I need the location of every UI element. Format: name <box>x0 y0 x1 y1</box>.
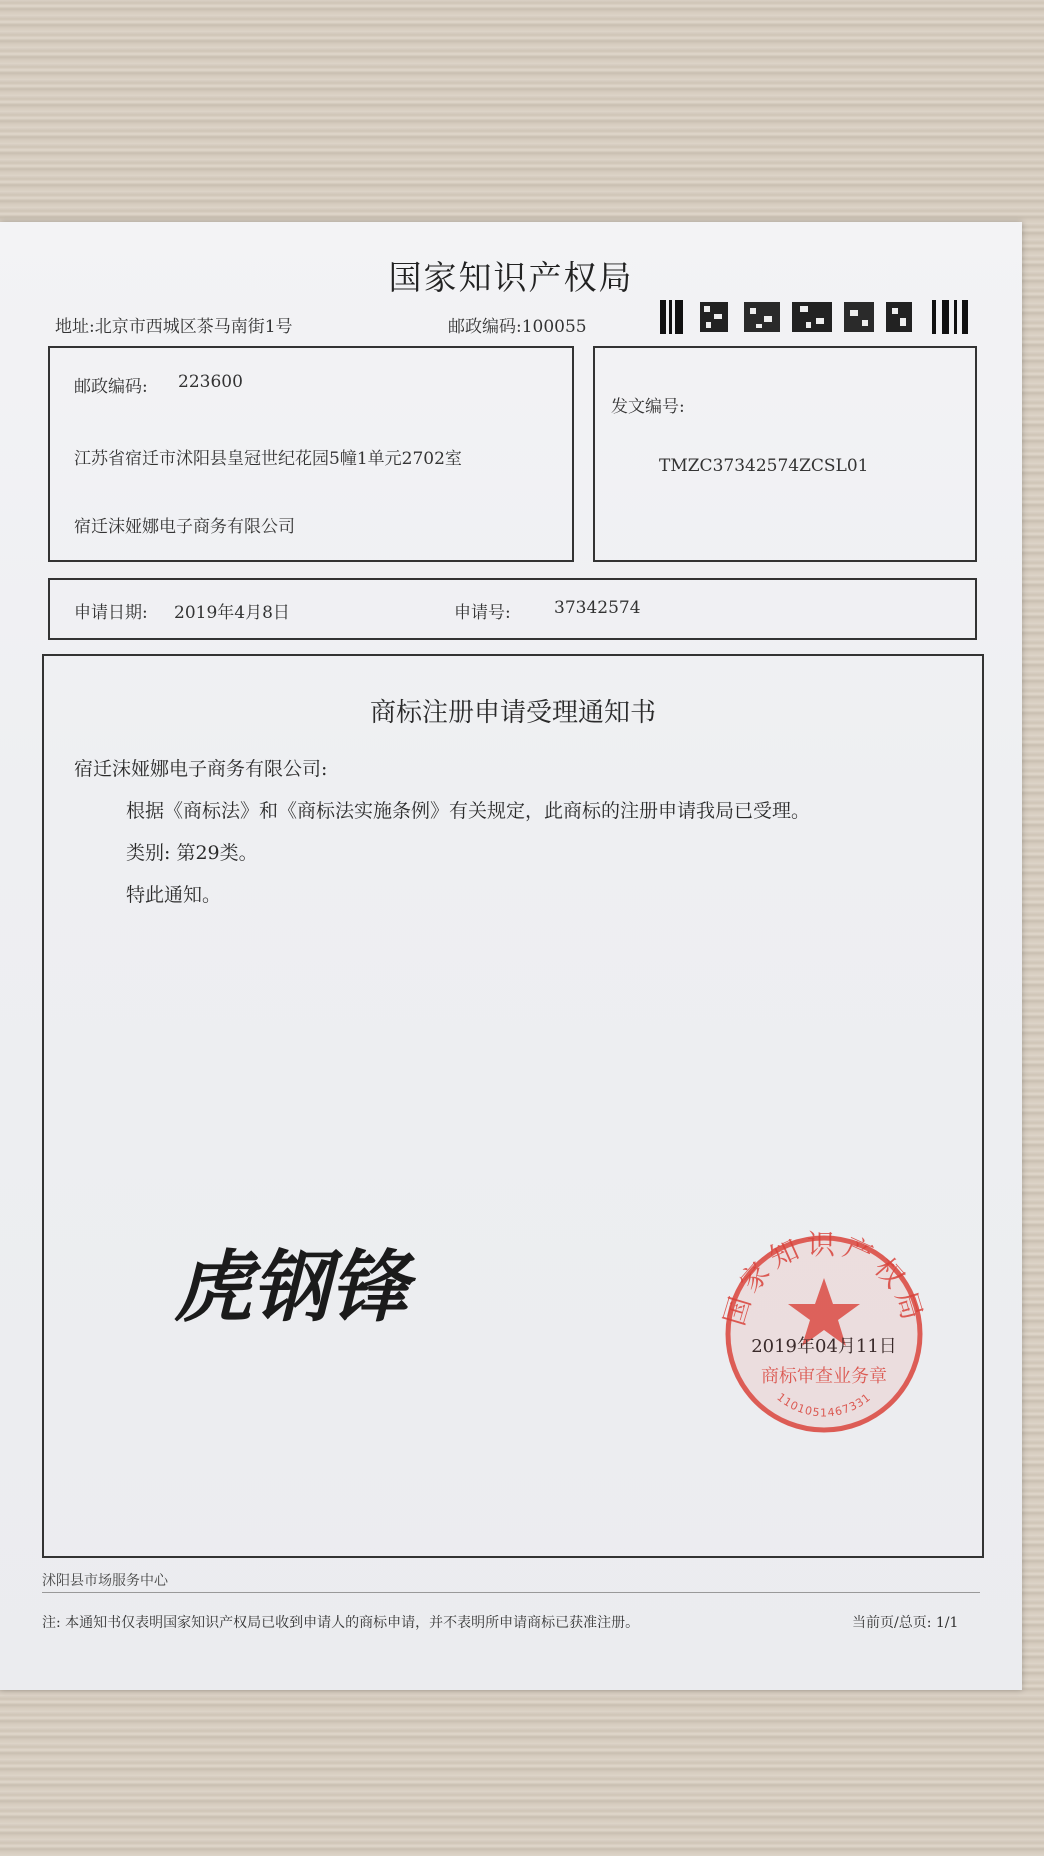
stamp-code: 1101051467331 <box>774 1390 874 1420</box>
notice-body-box <box>42 654 984 1558</box>
stamp-org-text: 国家知识产权局 <box>717 1228 931 1330</box>
application-info-box <box>48 578 977 640</box>
stamp-dept: 商标审查业务章 <box>761 1366 887 1387</box>
notice-category: 类别: 第29类。 <box>126 842 258 864</box>
stamp-date: 2019年04月11日 <box>751 1336 897 1357</box>
page-indicator: 当前页/总页: 1/1 <box>852 1615 959 1631</box>
official-stamp <box>684 1216 964 1446</box>
agency-address: 地址:北京市西城区茶马南街1号 <box>55 317 293 337</box>
recipient-company: 宿迁沫娅娜电子商务有限公司 <box>74 517 295 537</box>
signature-text: 虎钢锋 <box>174 1242 409 1333</box>
director-signature <box>164 1228 494 1338</box>
notice-closing: 特此通知。 <box>126 884 222 906</box>
document-number-label: 发文编号: <box>611 397 685 417</box>
notice-document <box>0 222 1022 1690</box>
notice-body-text: 根据《商标法》和《商标法实施条例》有关规定，此商标的注册申请我局已受理。 <box>126 800 811 822</box>
barcode <box>660 300 970 334</box>
issuing-service-center: 沭阳县市场服务中心 <box>42 1573 168 1589</box>
agency-postal-code: 邮政编码:100055 <box>448 317 587 337</box>
footer-divider <box>42 1592 980 1593</box>
document-number-box <box>593 346 977 562</box>
recipient-box <box>48 346 574 562</box>
footer-note: 注: 本通知书仅表明国家知识产权局已收到申请人的商标申请，并不表明所申请商标已获准注册。 <box>42 1615 640 1631</box>
application-number-label: 申请号: <box>454 603 511 623</box>
notice-title: 商标注册申请受理通知书 <box>369 698 656 728</box>
agency-title: 国家知识产权局 <box>388 258 634 297</box>
application-date-label: 申请日期: <box>74 603 148 623</box>
notice-addressee: 宿迁沫娅娜电子商务有限公司: <box>74 758 328 780</box>
recipient-postal-label: 邮政编码: <box>74 377 148 397</box>
recipient-postal-value: 223600 <box>178 372 243 392</box>
document-number-value: TMZC37342574ZCSL01 <box>659 456 869 476</box>
recipient-address: 江苏省宿迁市沭阳县皇冠世纪花园5幢1单元2702室 <box>74 449 462 469</box>
application-date-value: 2019年4月8日 <box>174 603 290 623</box>
application-number-value: 37342574 <box>554 598 641 618</box>
